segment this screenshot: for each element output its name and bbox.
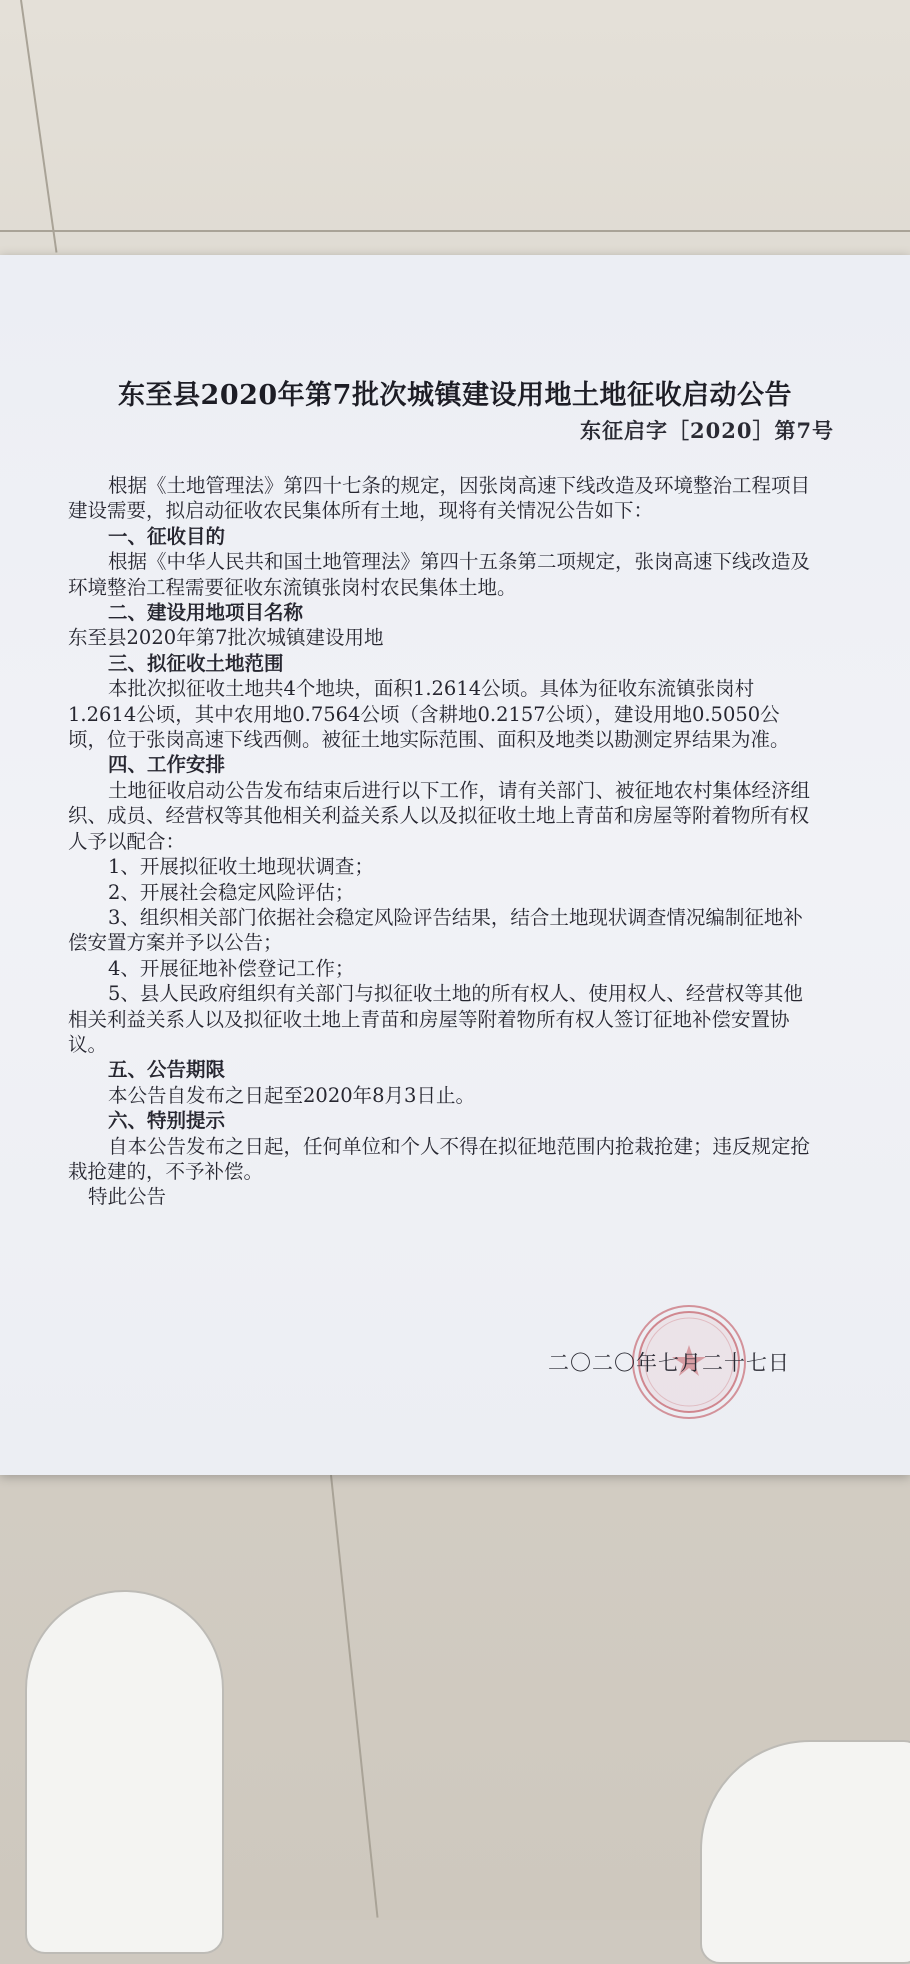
list-item: 1、开展拟征收土地现状调查； xyxy=(108,855,374,879)
section-text: 本公告自发布之日起至2020年8月3日止。 xyxy=(108,1083,475,1107)
notice-body xyxy=(68,473,818,1210)
right-shoe xyxy=(700,1740,910,1964)
list-item: 4、开展征地补偿登记工作； xyxy=(108,956,355,980)
list-item: 3、组织相关部门依据社会稳定风险评告结果，结合土地现状调查情况编制征地补偿安置方案并予以公告； xyxy=(68,905,803,955)
section-heading: 四、工作安排 xyxy=(108,753,226,777)
list-item: 2、开展社会稳定风险评估； xyxy=(108,880,355,904)
section-text: 本批次拟征收土地共4个地块，面积1.2614公顷。具体为征收东流镇张岗村1.2614公顷，其中农用地0.7564公顷（含耕地0.2157公顷），建设用地0.5050公顷，位于张岗高速下线西侧。被征土地实际范围、面积及地类以勘测定界结果为准。 xyxy=(68,677,790,752)
section-text: 根据《中华人民共和国土地管理法》第四十五条第二项规定，张岗高速下线改造及环境整治工程需要征收东流镇张岗村农民集体土地。 xyxy=(68,550,811,599)
section-text: 东至县2020年第7批次城镇建设用地 xyxy=(68,626,384,650)
floor-tile-seam xyxy=(0,230,910,232)
notice-date: 二〇二〇年七月二十七日 xyxy=(548,1351,790,1375)
intro-paragraph: 根据《土地管理法》第四十七条的规定，因张岗高速下线改造及环境整治工程项目建设需要，拟启动征收农民集体所有土地，现将有关情况公告如下： xyxy=(68,474,811,523)
section-heading: 二、建设用地项目名称 xyxy=(108,601,304,625)
left-shoe xyxy=(25,1590,224,1954)
notice-paper xyxy=(0,255,910,1475)
notice-title: 东至县2020年第7批次城镇建设用地土地征收启动公告 xyxy=(118,380,792,411)
section-heading: 三、拟征收土地范围 xyxy=(108,651,284,675)
section-heading: 一、征收目的 xyxy=(108,524,226,548)
section-text: 土地征收启动公告发布结束后进行以下工作，请有关部门、被征地农村集体经济组织、成员、经营权等其他相关利益关系人以及拟征收土地上青苗和房屋等附着物所有权人予以配合： xyxy=(68,778,811,853)
section-heading: 五、公告期限 xyxy=(108,1058,226,1082)
list-item: 5、县人民政府组织有关部门与拟征收土地的所有权人、使用权人、经营权等其他相关利益关系人以及拟征收土地上青苗和房屋等附着物所有权人签订征地补偿安置协议。 xyxy=(68,982,803,1056)
document-number: 东征启字［2020］第7号 xyxy=(580,418,835,443)
section-heading: 六、特别提示 xyxy=(108,1109,226,1133)
section-text: 自本公告发布之日起，任何单位和个人不得在拟征地范围内抢栽抢建；违反规定抢栽抢建的，不予补偿。 xyxy=(68,1134,811,1183)
closing-text: 特此公告 xyxy=(88,1185,167,1209)
